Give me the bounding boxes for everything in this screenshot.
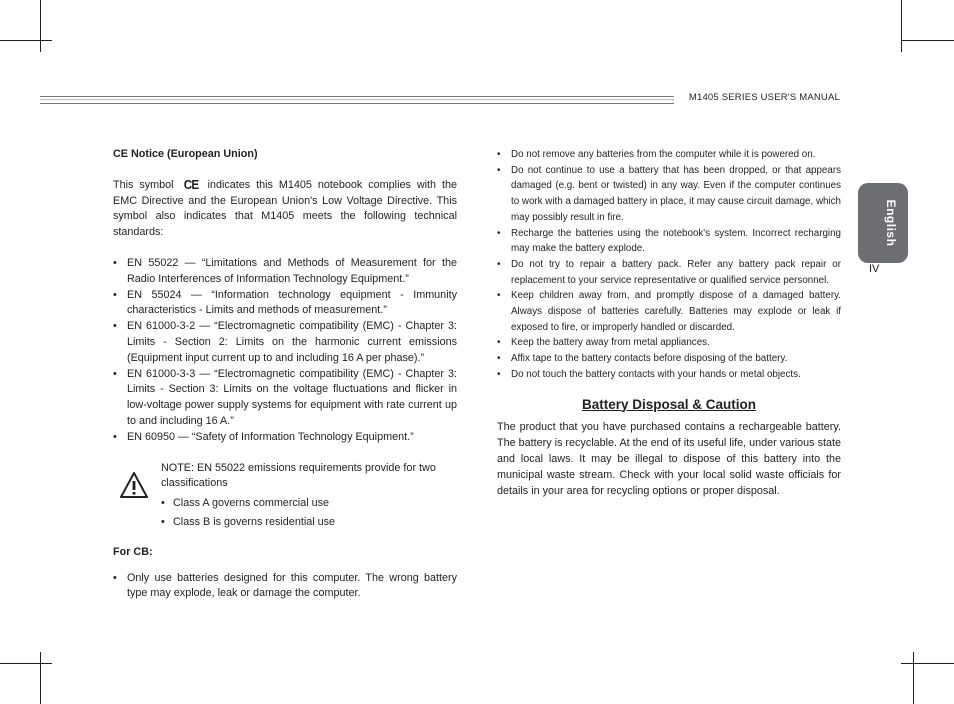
standards-list: [113, 256, 457, 446]
list-item: • Only use batteries designed for this computer. The wrong battery type may explode, leak or damage the computer.: [113, 571, 457, 600]
list-item: • Keep the battery away from metal appliances.: [497, 337, 710, 349]
list-item: • EN 55024 — “Information technology equipment - Immunity characteristics - Limits and methods of measurement.”: [113, 288, 457, 317]
cb-title: For CB:: [113, 545, 153, 558]
cb-item-text: Do not continue to use a battery that has been dropped, or that appears damaged (e.g. bent or twisted) in any way. Even if the computer continues to work with a damaged battery in place, it may cause circuit damage, which may possibly result in fire.: [511, 164, 841, 223]
cb-item-text: Only use batteries designed for this computer. The wrong battery type may explode, leak or damage the computer.: [127, 571, 457, 600]
ce-intro-after: indicates this M1405 notebook complies with the EMC Directive and the European Union's Low Voltage Directive. This symbol also indicates that M1405 meets the following technical standards:: [113, 178, 457, 239]
cb-list-right: [497, 147, 841, 383]
cb-item-text: Recharge the batteries using the notebook's system. Incorrect recharging may make the battery explode.: [511, 227, 841, 255]
cb-item-text: Do not remove any batteries from the computer while it is powered on.: [511, 149, 816, 160]
list-item: • Class A governs commercial use: [161, 497, 330, 510]
cb-list-left: [113, 571, 457, 603]
cb-item-text: Do not try to repair a battery pack. Refer any battery pack repair or replacement to your service representative or qualified service personnel.: [511, 258, 841, 286]
note-list: [161, 496, 457, 531]
standard-text: EN 60950 — “Safety of Information Technology Equipment.”: [127, 430, 414, 443]
right-column: [497, 147, 841, 499]
list-item: • Affix tape to the battery contacts before disposing of the battery.: [497, 353, 788, 365]
note-text: NOTE: EN 55022 emissions requirements provide for two classifications: [161, 461, 436, 490]
cb-item-text: Keep the battery away from metal appliances.: [511, 337, 710, 349]
crop-mark: [40, 0, 41, 52]
ce-intro-before: This symbol: [113, 178, 174, 191]
warning-icon: [119, 471, 149, 499]
crop-mark: [901, 663, 954, 664]
note-item-text: Class A governs commercial use: [173, 497, 330, 510]
crop-mark: [913, 652, 914, 704]
note-item-text: Class B is governs residential use: [173, 515, 336, 528]
crop-mark: [0, 40, 52, 41]
list-item: • Do not continue to use a battery that has been dropped, or that appears damaged (e.g. bent or twisted) in any way. Even if the computer continues to work with a damaged battery in place, it may cause circuit damage, which may possibly result in fire.: [497, 164, 841, 223]
ce-mark-icon: CE: [183, 176, 198, 192]
note-box: [113, 461, 457, 531]
crop-mark: [901, 0, 902, 52]
crop-mark: [40, 652, 41, 704]
page-number: IV: [869, 263, 880, 275]
crop-mark: [901, 40, 954, 41]
language-tab-label: English: [884, 199, 898, 247]
standard-text: EN 61000-3-3 — “Electromagnetic compatibility (EMC) - Chapter 3: Limits - Section 3: Limits on the voltage fluctuations and flicker in low-voltage power supply systems for equipment with rate current up to and including 16 A.”: [127, 367, 457, 427]
standard-text: EN 55024 — “Information technology equipment - Immunity characteristics - Limits and methods of measurement.”: [127, 288, 457, 317]
list-item: • Do not touch the battery contacts with your hands or metal objects.: [497, 368, 801, 380]
list-item: • EN 61000-3-3 — “Electromagnetic compatibility (EMC) - Chapter 3: Limits - Section 3: Limits on the voltage fluctuations and flicker in low-voltage power supply systems for equipment with rate current up to and including 16 A.”: [113, 367, 457, 427]
cb-item-text: Keep children away from, and promptly dispose of a damaged battery. Always dispose of batteries carefully. Batteries may explode or leak if exposed to fire, or improperly handled or discarded.: [511, 290, 841, 333]
list-item: • Do not remove any batteries from the computer while it is powered on.: [497, 149, 816, 160]
standard-text: EN 61000-3-2 — “Electromagnetic compatibility (EMC) - Chapter 3: Limits - Section 2: Limits on the harmonic current emissions (Equipment input current up to and including 16 A per phase).”: [127, 320, 457, 364]
disposal-title: Battery Disposal & Caution: [581, 396, 757, 412]
language-tab[interactable]: [858, 183, 908, 263]
left-column: [113, 147, 457, 602]
disposal-text: The product that you have purchased contains a rechargeable battery. The battery is recyclable. At the end of its useful life, under various state and local laws. It may be illegal to dispose of this battery into the municipal waste stream. Check with your local solid waste officials for details in your area for recycling options or proper disposal.: [497, 421, 841, 497]
header-rule: [40, 96, 674, 104]
list-item: • EN 60950 — “Safety of Information Technology Equipment.”: [113, 430, 414, 443]
ce-intro: [113, 177, 457, 241]
running-head: M1405 SERIES USER'S MANUAL: [688, 92, 840, 103]
list-item: • Keep children away from, and promptly dispose of a damaged battery. Always dispose of batteries carefully. Batteries may explode or leak if exposed to fire, or improperly handled or discarded.: [497, 290, 841, 333]
list-item: • Recharge the batteries using the notebook's system. Incorrect recharging may make the battery explode.: [497, 227, 841, 255]
list-item: • EN 55022 — “Limitations and Methods of Measurement for the Radio Interferences of Information Technology Equipment.”: [113, 256, 457, 285]
crop-mark: [0, 663, 52, 664]
ce-notice-title: CE Notice (European Union): [113, 148, 258, 160]
list-item: • Class B is governs residential use: [161, 515, 336, 528]
list-item: • Do not try to repair a battery pack. Refer any battery pack repair or replacement to your service representative or qualified service personnel.: [497, 258, 841, 286]
list-item: • EN 61000-3-2 — “Electromagnetic compatibility (EMC) - Chapter 3: Limits - Section 2: Limits on the harmonic current emissions (Equipment input current up to and including 16 A per phase).”: [113, 320, 457, 364]
cb-item-text: Affix tape to the battery contacts before disposing of the battery.: [511, 353, 788, 365]
standard-text: EN 55022 — “Limitations and Methods of Measurement for the Radio Interferences of Information Technology Equipment.”: [127, 256, 457, 285]
cb-item-text: Do not touch the battery contacts with your hands or metal objects.: [511, 368, 801, 380]
